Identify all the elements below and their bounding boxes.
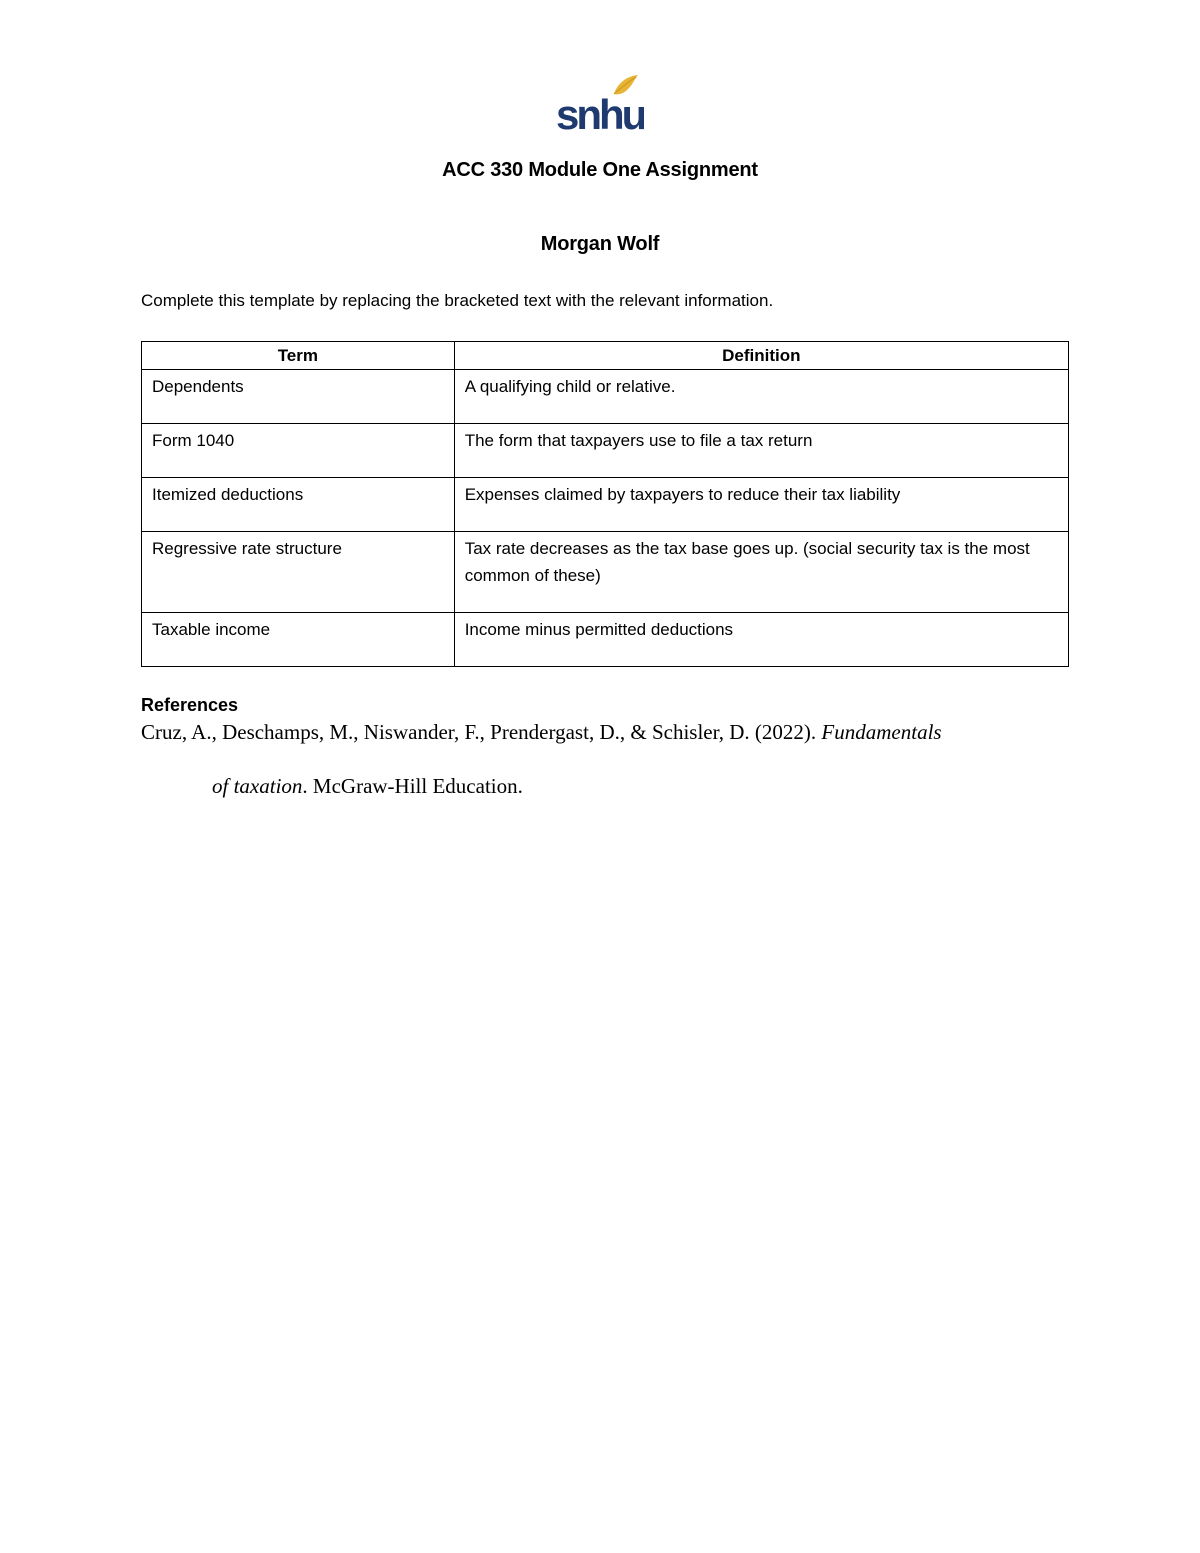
definition-cell: A qualifying child or relative.	[454, 370, 1068, 424]
term-cell: Itemized deductions	[142, 478, 455, 532]
citation-title-part1: Fundamentals	[821, 720, 942, 744]
definition-cell: Expenses claimed by taxpayers to reduce their tax liability	[454, 478, 1068, 532]
table-row	[142, 424, 1069, 478]
logo-text: snhu	[556, 91, 644, 134]
author-name: Morgan Wolf	[540, 233, 660, 255]
table-row	[142, 370, 1069, 424]
term-cell: Dependents	[142, 370, 455, 424]
citation-publisher: . McGraw-Hill Education.	[302, 774, 523, 798]
document-title: ACC 330 Module One Assignment	[442, 159, 758, 181]
table-header-row	[142, 342, 1069, 370]
table-row	[142, 532, 1069, 613]
term-cell: Taxable income	[142, 613, 455, 667]
snhu-logo	[552, 72, 644, 134]
instructions-text: Complete this template by replacing the bracketed text with the relevant information.	[141, 291, 774, 310]
citation-line-2	[212, 774, 523, 799]
citation-line-1	[141, 720, 942, 745]
table-row	[142, 478, 1069, 532]
term-cell: Regressive rate structure	[142, 532, 455, 613]
term-cell: Form 1040	[142, 424, 455, 478]
citation-title-part2: of taxation	[212, 774, 303, 798]
definition-cell: Tax rate decreases as the tax base goes up. (social security tax is the most common of these)	[454, 532, 1068, 613]
definition-cell: Income minus permitted deductions	[454, 613, 1068, 667]
references-heading: References	[141, 695, 239, 715]
table-row	[142, 613, 1069, 667]
header-term: Term	[142, 342, 455, 370]
definition-cell: The form that taxpayers use to file a tax return	[454, 424, 1068, 478]
terms-table	[141, 341, 1069, 667]
header-definition: Definition	[454, 342, 1068, 370]
citation-authors: Cruz, A., Deschamps, M., Niswander, F., Prendergast, D., & Schisler, D. (2022).	[141, 720, 822, 744]
